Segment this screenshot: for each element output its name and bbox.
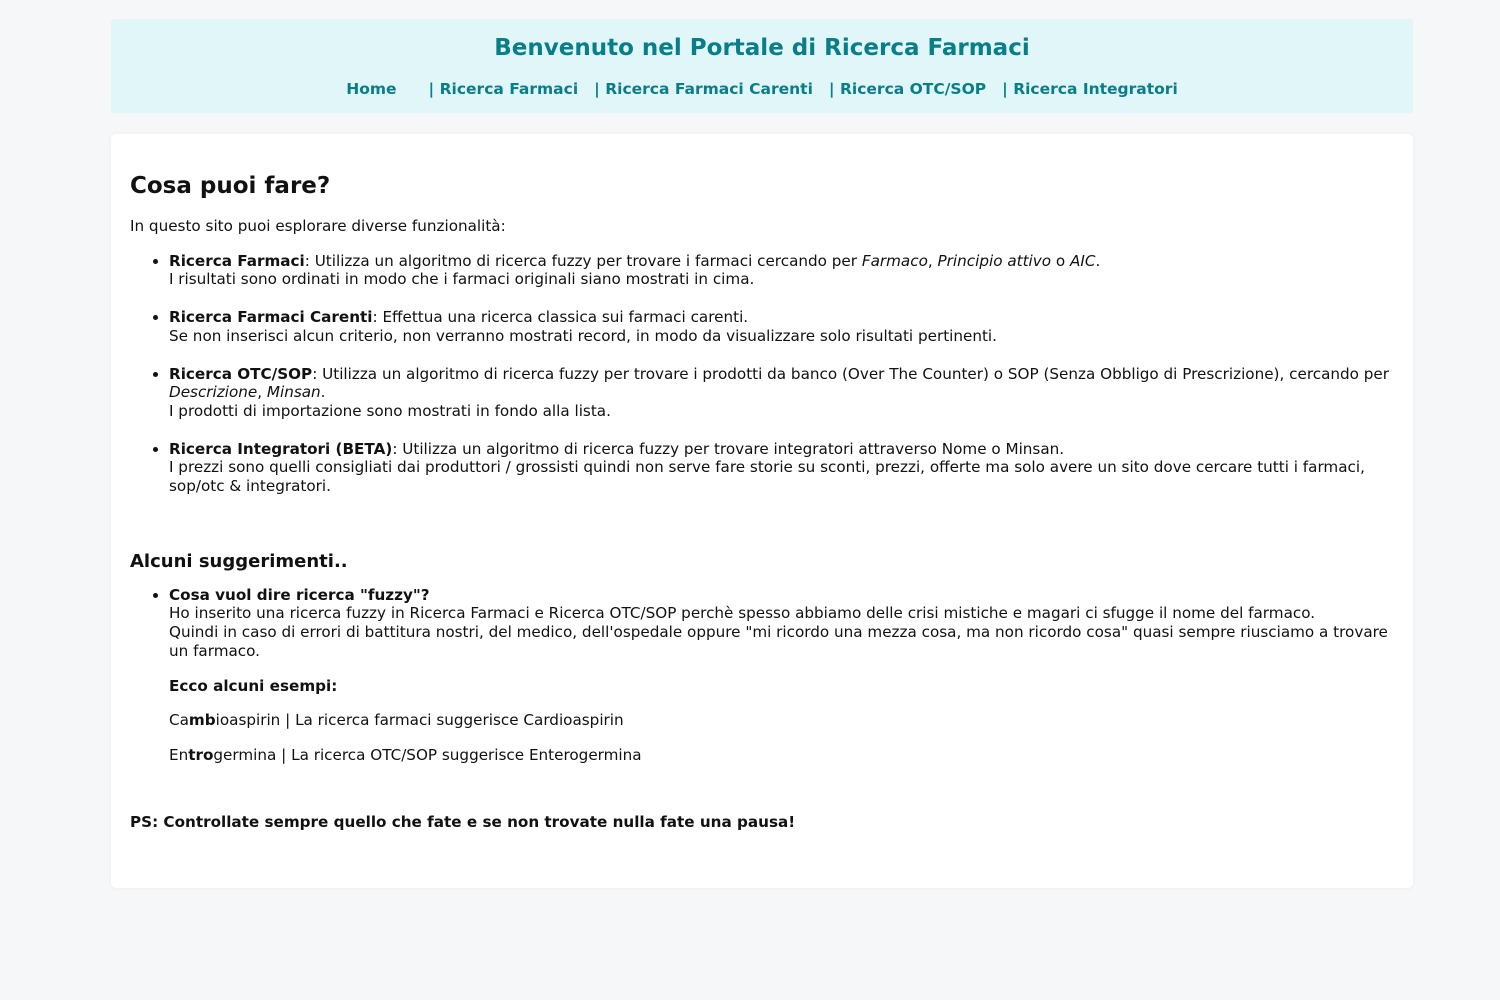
main-nav [111,80,1413,98]
suggestion-question: Cosa vuol dire ricerca "fuzzy"? [169,585,430,604]
feature-term: Descrizione [169,383,258,402]
suggestions-list [130,586,1390,765]
feature-text: o [1051,251,1070,270]
feature-name: Ricerca Farmaci [169,251,305,270]
feature-name: Ricerca Integratori (BETA) [169,439,393,458]
main-content [130,171,1390,831]
feature-term: AIC [1069,251,1096,270]
feature-detail: I risultati sono ordinati in modo che i farmaci originali siano mostrati in cima. [169,270,755,289]
nav-separator: | [1002,80,1008,98]
feature-punct: . [320,383,326,402]
fuzzy-explanation-2: Quindi in caso di errori di battitura nostri, del medico, dell'ospedale oppure "mi ricordo una mezza cosa, ma non ricordo cosa" quasi sempre riusciamo a trovare un farmaco. [169,623,1388,660]
feature-punct: . [1095,251,1101,270]
example-text: En [169,745,189,764]
examples-label-text: Ecco alcuni esempi: [169,676,338,695]
feature-item-ricerca-integratori [169,440,1390,496]
example-text: ioaspirin | La ricerca farmaci suggerisce Cardioaspirin [215,711,624,730]
feature-term: Minsan [266,383,321,402]
nav-ricerca-otc-sop[interactable]: Ricerca OTC/SOP [839,80,987,98]
feature-text: : Utilizza un algoritmo di ricerca fuzzy per trovare integratori attraverso Nome o Minsan. [392,439,1065,458]
feature-detail: I prezzi sono quelli consigliati dai produttori / grossisti quindi non serve fare storie su sconti, prezzi, offerte ma solo avere un sito dove cercare tutti i farmaci, sop/otc & integratori. [169,458,1365,496]
nav-separator: | [828,80,835,98]
example-2 [169,746,1390,765]
page-title: Benvenuto nel Portale di Ricerca Farmaci [494,35,1030,61]
examples-label [169,677,1390,696]
nav-separator: | [594,80,600,98]
ps-note: PS: Controllate sempre quello che fate e se non trovate nulla fate una pausa! [130,812,796,831]
site-header [111,19,1413,113]
suggestions-heading: Alcuni suggerimenti.. [130,550,348,572]
feature-term: Farmaco [861,251,928,270]
intro-text: In questo sito puoi esplorare diverse funzionalità: [130,217,506,235]
suggestion-item-fuzzy [169,586,1390,765]
feature-item-ricerca-farmaci [169,252,1390,289]
nav-ricerca-farmaci[interactable]: Ricerca Farmaci [439,80,579,98]
feature-detail: Se non inserisci alcun criterio, non verranno mostrati record, in modo da visualizzare solo risultati pertinenti. [169,326,997,345]
nav-home[interactable]: Home [346,80,397,98]
example-typo: tro [188,745,214,764]
feature-name: Ricerca OTC/SOP [169,364,313,383]
feature-punct: , [927,251,938,270]
example-text: Ca [169,711,189,730]
nav-separator: | [428,80,435,98]
feature-text: : Effettua una ricerca classica sui farmaci carenti. [372,308,749,327]
feature-item-ricerca-farmaci-carenti [169,308,1390,345]
example-1 [169,711,1390,730]
feature-term: Principio attivo [937,251,1052,270]
feature-detail: I prodotti di importazione sono mostrati in fondo alla lista. [169,401,611,420]
feature-list [130,252,1390,496]
section-heading: Cosa puoi fare? [130,173,331,199]
feature-name: Ricerca Farmaci Carenti [169,308,373,327]
nav-ricerca-integratori[interactable]: Ricerca Integratori [1013,80,1178,98]
nav-ricerca-farmaci-carenti[interactable]: Ricerca Farmaci Carenti [605,80,813,98]
feature-text: : Utilizza un algoritmo di ricerca fuzzy per trovare i prodotti da banco (Over The Counter) o SOP (Senza Obbligo di Prescrizione), cercando per [312,364,1390,383]
example-text: germina | La ricerca OTC/SOP suggerisce Enterogermina [213,745,642,764]
example-typo: mb [188,711,216,730]
feature-punct: , [257,383,267,402]
feature-item-ricerca-otc-sop [169,365,1390,421]
content-card [111,134,1413,888]
fuzzy-explanation-1: Ho inserito una ricerca fuzzy in Ricerca Farmaci e Ricerca OTC/SOP perchè spesso abbiamo delle crisi mistiche e magari ci sfugge il nome del farmaco. [169,604,1316,623]
feature-text: : Utilizza un algoritmo di ricerca fuzzy per trovare i farmaci cercando per [304,251,862,270]
